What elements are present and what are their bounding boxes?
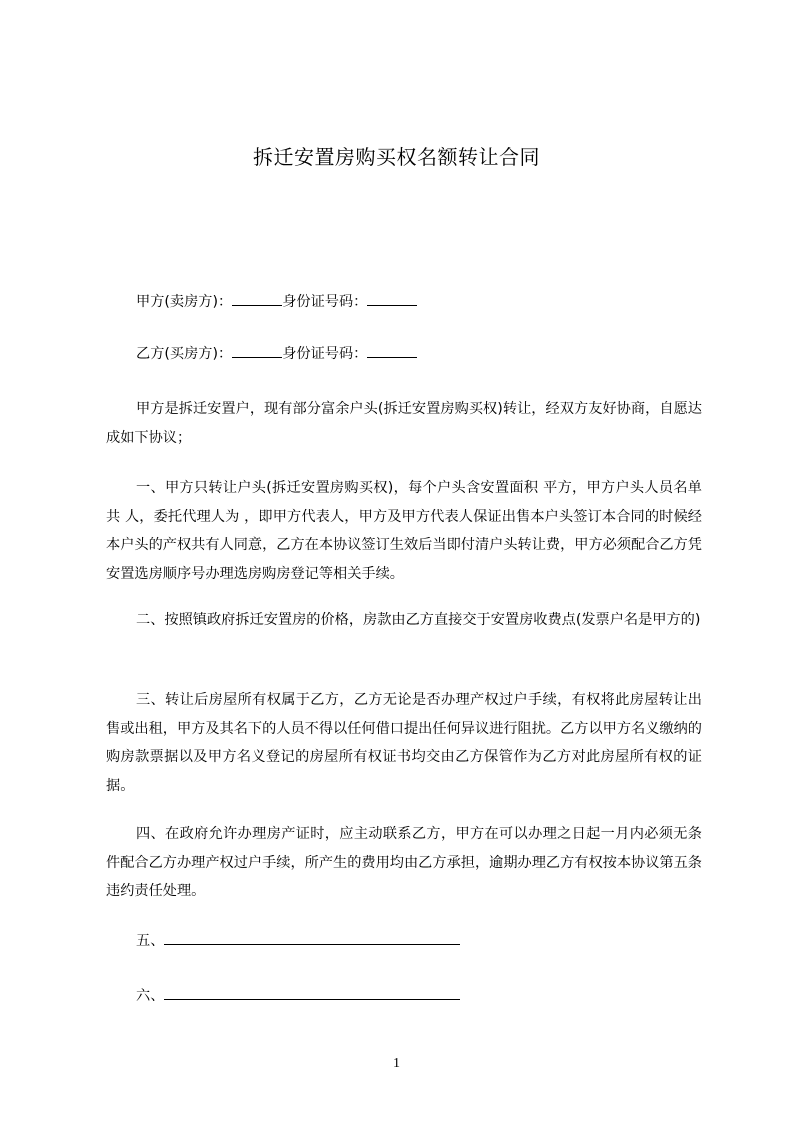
page-number: 1 — [393, 1056, 400, 1071]
party-b-line — [136, 343, 417, 365]
party-a-line — [136, 291, 417, 313]
clause-one-paragraph: 一、甲方只转让户头(拆迁安置房购买权)，每个户头含安置面积 平方，甲方户头人员名单 共 人，委托代理人为 ，即甲方代表人，甲方及甲方代表人保证出售本户头签订本合同的时候经本户头的产权共有人同意，乙方在本协议签订生效后当即付清户头转让费，甲方必须配合乙方凭安置选房顺序号办理选房购房登记等相关手续。 — [106, 480, 702, 582]
party-b-id-label: 身份证号码： — [282, 346, 368, 362]
clause-five-label: 五、 — [136, 933, 165, 949]
clause-two-paragraph: 二、按照镇政府拆迁安置房的价格，房款由乙方直接交于安置房收费点(发票户名是甲方的) — [136, 612, 701, 628]
clause-six-blank — [164, 985, 460, 1000]
clause-six-label: 六、 — [136, 988, 165, 1004]
document-title: 拆迁安置房购买权名额转让合同 — [253, 145, 540, 169]
clause-three-paragraph: 三、转让后房屋所有权属于乙方，乙方无论是否办理产权过户手续，有权将此房屋转让出售或出租，甲方及其名下的人员不得以任何借口提出任何异议进行阻扰。乙方以甲方名义缴纳的购房款票据以及甲方名义登记的房屋所有权证书均交由乙方保管作为乙方对此房屋所有权的证据。 — [106, 692, 702, 794]
clause-five-blank — [164, 930, 460, 945]
party-a-label: 甲方(卖房方)： — [136, 294, 233, 310]
preamble-paragraph: 甲方是拆迁安置户，现有部分富余户头(拆迁安置房购买权)转让，经双方友好协商，自愿达成如下协议； — [106, 401, 702, 446]
party-b-id-blank — [367, 343, 417, 358]
clause-six-line — [136, 985, 460, 1007]
party-b-name-blank — [232, 343, 282, 358]
party-a-id-label: 身份证号码： — [282, 294, 368, 310]
clause-four-paragraph: 四、在政府允许办理房产证时，应主动联系乙方，甲方在可以办理之日起一月内必须无条件配合乙方办理产权过户手续，所产生的费用均由乙方承担，逾期办理乙方有权按本协议第五条违约责任处理。 — [106, 826, 702, 900]
party-a-id-blank — [367, 291, 417, 306]
party-b-label: 乙方(买房方)： — [136, 346, 233, 362]
party-a-name-blank — [232, 291, 282, 306]
clause-five-line — [136, 930, 460, 952]
